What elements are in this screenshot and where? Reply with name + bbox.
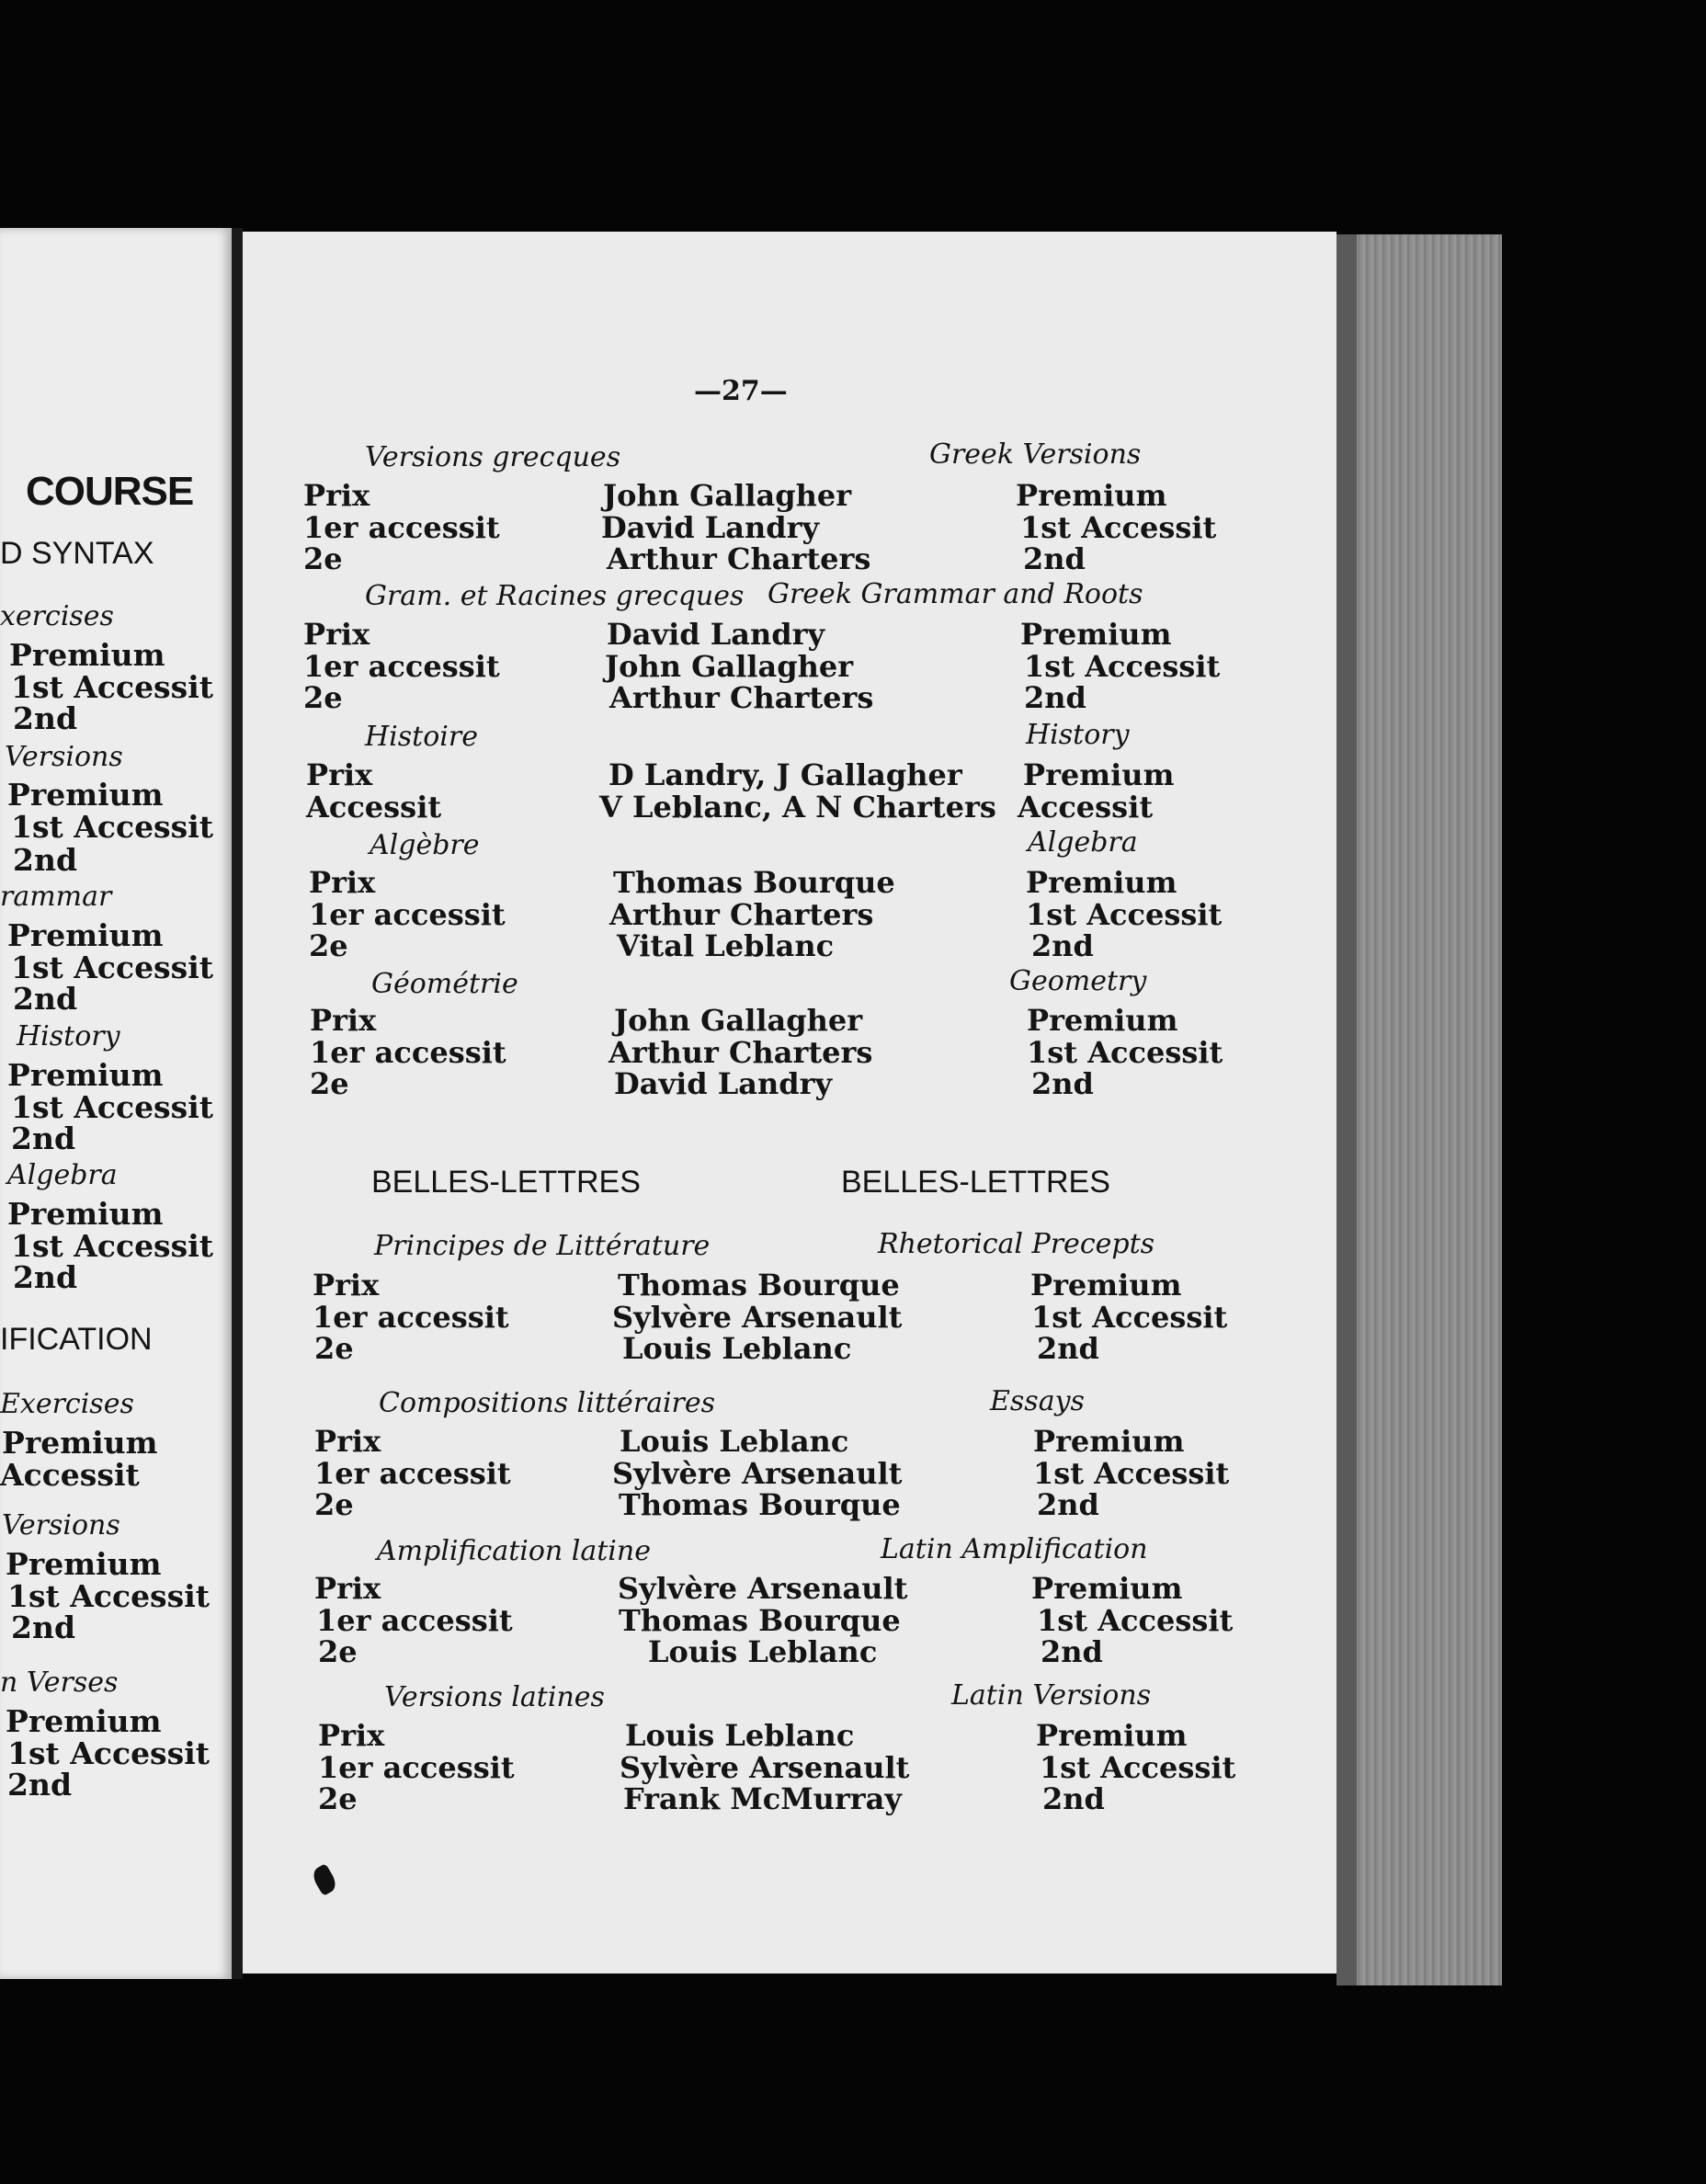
- section-title-en: Latin Versions: [951, 1679, 1152, 1712]
- rank-en: 2nd: [1037, 1331, 1099, 1366]
- rank-fr: 1er accessit: [303, 510, 500, 545]
- rank-en: Premium: [1033, 1424, 1185, 1459]
- student-name: Louis Leblanc: [620, 1424, 849, 1459]
- text-line: Premium: [6, 1546, 162, 1582]
- rank-en: Premium: [1020, 617, 1172, 652]
- rank-en: 2nd: [1023, 541, 1086, 576]
- rank-fr: 1er accessit: [309, 897, 506, 932]
- rank-fr: Prix: [314, 1424, 381, 1459]
- section-title-en: History: [1026, 719, 1130, 751]
- text-line: 1st Accessit: [11, 809, 213, 845]
- rank-fr: Prix: [303, 478, 370, 513]
- rank-en: Accessit: [1018, 790, 1154, 825]
- text-line: Premium: [7, 917, 164, 953]
- fication-heading: IFICATION: [0, 1322, 153, 1357]
- rank-fr: 2e: [318, 1781, 358, 1816]
- section-title-fr: Versions grecques: [365, 441, 621, 473]
- student-name: Arthur Charters: [607, 541, 871, 576]
- subhead: Exercises: [0, 1388, 134, 1420]
- rank-fr: 2e: [318, 1634, 358, 1669]
- rank-en: 1st Accessit: [1024, 649, 1221, 684]
- text-line: 2nd: [13, 981, 78, 1017]
- subhead: History: [17, 1020, 120, 1052]
- rank-en: Premium: [1036, 1718, 1188, 1753]
- syntax-heading: D SYNTAX: [0, 536, 154, 571]
- student-name: D Landry, J Gallagher: [608, 757, 962, 792]
- text-line: 1st Accessit: [11, 1089, 213, 1125]
- subhead: rammar: [0, 881, 112, 913]
- rank-en: Premium: [1023, 757, 1175, 792]
- subhead: Versions: [2, 1509, 120, 1541]
- student-name: Frank McMurray: [623, 1781, 902, 1816]
- text-line: Premium: [2, 1425, 158, 1461]
- text-line: 2nd: [13, 700, 78, 736]
- rank-en: 2nd: [1031, 1066, 1094, 1101]
- student-name: Arthur Charters: [609, 897, 874, 932]
- text-line: Premium: [7, 1196, 164, 1232]
- student-name: David Landry: [601, 510, 820, 545]
- student-name: Thomas Bourque: [613, 865, 895, 900]
- rank-fr: 1er accessit: [310, 1035, 506, 1070]
- text-line: 2nd: [11, 1120, 76, 1156]
- rank-en: Premium: [1031, 1571, 1183, 1606]
- rank-en: Premium: [1026, 865, 1177, 900]
- rank-en: 2nd: [1041, 1634, 1103, 1669]
- section-title-fr: Gram. et Racines grecques: [365, 580, 745, 612]
- text-line: 2nd: [11, 1610, 76, 1645]
- rank-fr: 2e: [310, 1066, 349, 1101]
- rank-fr: 1er accessit: [303, 649, 500, 684]
- student-name: Sylvère Arsenault: [612, 1300, 903, 1335]
- student-name: Arthur Charters: [608, 1035, 873, 1070]
- text-line: 2nd: [13, 842, 78, 878]
- text-line: Premium: [6, 1703, 162, 1739]
- section-title-en: Greek Grammar and Roots: [768, 578, 1143, 610]
- student-name: Arthur Charters: [609, 680, 874, 715]
- rank-fr: 2e: [309, 928, 348, 963]
- rank-en: 2nd: [1037, 1487, 1099, 1522]
- rank-fr: Prix: [318, 1718, 385, 1753]
- subhead: Versions: [5, 741, 123, 773]
- student-name: David Landry: [614, 1066, 833, 1101]
- student-name: Thomas Bourque: [619, 1603, 901, 1638]
- rank-en: 1st Accessit: [1040, 1750, 1236, 1785]
- rank-fr: 1er accessit: [313, 1300, 509, 1335]
- text-line: Accessit: [0, 1457, 140, 1493]
- course-heading: COURSE: [26, 469, 194, 514]
- student-name: Thomas Bourque: [618, 1268, 900, 1302]
- rank-en: 1st Accessit: [1026, 897, 1223, 932]
- rank-fr: Prix: [314, 1571, 381, 1606]
- rank-en: 2nd: [1024, 680, 1086, 715]
- rank-en: Premium: [1030, 1268, 1182, 1302]
- rank-fr: 2e: [303, 541, 343, 576]
- student-name: John Gallagher: [605, 649, 854, 684]
- section-title-fr: Versions latines: [384, 1681, 605, 1713]
- section-title-en: Essays: [990, 1385, 1085, 1417]
- student-name: Thomas Bourque: [619, 1487, 901, 1522]
- section-title-fr: Géométrie: [371, 968, 518, 1000]
- belles-lettres-heading-en: BELLES-LETTRES: [841, 1165, 1110, 1200]
- text-line: Premium: [7, 1057, 164, 1093]
- page-number: —27—: [694, 375, 788, 407]
- text-line: 1st Accessit: [7, 1735, 210, 1771]
- section-title-fr: Compositions littéraires: [379, 1387, 716, 1419]
- text-line: 2nd: [7, 1767, 73, 1803]
- student-name: Louis Leblanc: [625, 1718, 855, 1753]
- section-title-en: Algebra: [1028, 826, 1138, 859]
- text-line: 1st Accessit: [11, 950, 213, 985]
- student-name: V Leblanc, A N Charters: [599, 790, 996, 825]
- student-name: John Gallagher: [603, 478, 852, 513]
- belles-lettres-heading-fr: BELLES-LETTRES: [371, 1165, 641, 1200]
- rank-en: 2nd: [1031, 928, 1094, 963]
- rank-en: Premium: [1027, 1003, 1178, 1038]
- student-name: Louis Leblanc: [648, 1634, 878, 1669]
- rank-fr: 1er accessit: [316, 1603, 513, 1638]
- rank-fr: Prix: [309, 865, 376, 900]
- rank-fr: Prix: [310, 1003, 377, 1038]
- text-line: 2nd: [13, 1259, 78, 1295]
- section-title-en: Greek Versions: [929, 438, 1142, 471]
- text-line: 1st Accessit: [11, 669, 213, 705]
- rank-fr: 2e: [314, 1331, 354, 1366]
- student-name: John Gallagher: [614, 1003, 863, 1038]
- rank-fr: 1er accessit: [314, 1456, 511, 1491]
- rank-fr: Accessit: [306, 790, 442, 825]
- text-line: Premium: [9, 637, 165, 673]
- rank-fr: 1er accessit: [318, 1750, 515, 1785]
- rank-fr: Prix: [306, 757, 373, 792]
- rank-en: Premium: [1016, 478, 1167, 513]
- section-title-fr: Algèbre: [370, 829, 480, 861]
- rank-en: 2nd: [1042, 1781, 1105, 1816]
- section-title-en: Latin Amplification: [881, 1533, 1148, 1565]
- rank-en: 1st Accessit: [1033, 1456, 1230, 1491]
- rank-fr: Prix: [303, 617, 370, 652]
- student-name: Sylvère Arsenault: [618, 1571, 908, 1606]
- text-line: 1st Accessit: [11, 1228, 213, 1264]
- section-title-en: Geometry: [1009, 965, 1147, 997]
- rank-en: 1st Accessit: [1031, 1300, 1228, 1335]
- subhead: Algebra: [7, 1159, 118, 1191]
- section-title-fr: Amplification latine: [377, 1535, 651, 1567]
- student-name: Vital Leblanc: [617, 928, 835, 963]
- rank-en: 1st Accessit: [1020, 510, 1217, 545]
- student-name: Sylvère Arsenault: [612, 1456, 903, 1491]
- text-line: Premium: [7, 777, 164, 813]
- text-line: 1st Accessit: [7, 1578, 210, 1614]
- section-title-en: Rhetorical Precepts: [878, 1228, 1155, 1260]
- book-gutter: [232, 228, 243, 1979]
- previous-page: [0, 228, 232, 1979]
- section-title-fr: Principes de Littérature: [374, 1230, 711, 1262]
- section-title-fr: Histoire: [365, 721, 478, 753]
- subhead: xercises: [0, 600, 114, 632]
- student-name: David Landry: [607, 617, 825, 652]
- student-name: Louis Leblanc: [622, 1331, 852, 1366]
- rank-fr: Prix: [313, 1268, 380, 1302]
- rank-fr: 2e: [303, 680, 343, 715]
- page-edges: [1336, 234, 1502, 1985]
- page-edge-shadow: [1336, 234, 1357, 1985]
- rank-en: 1st Accessit: [1027, 1035, 1223, 1070]
- rank-fr: 2e: [314, 1487, 354, 1522]
- student-name: Sylvère Arsenault: [620, 1750, 910, 1785]
- subhead: n Verses: [0, 1666, 119, 1699]
- rank-en: 1st Accessit: [1037, 1603, 1234, 1638]
